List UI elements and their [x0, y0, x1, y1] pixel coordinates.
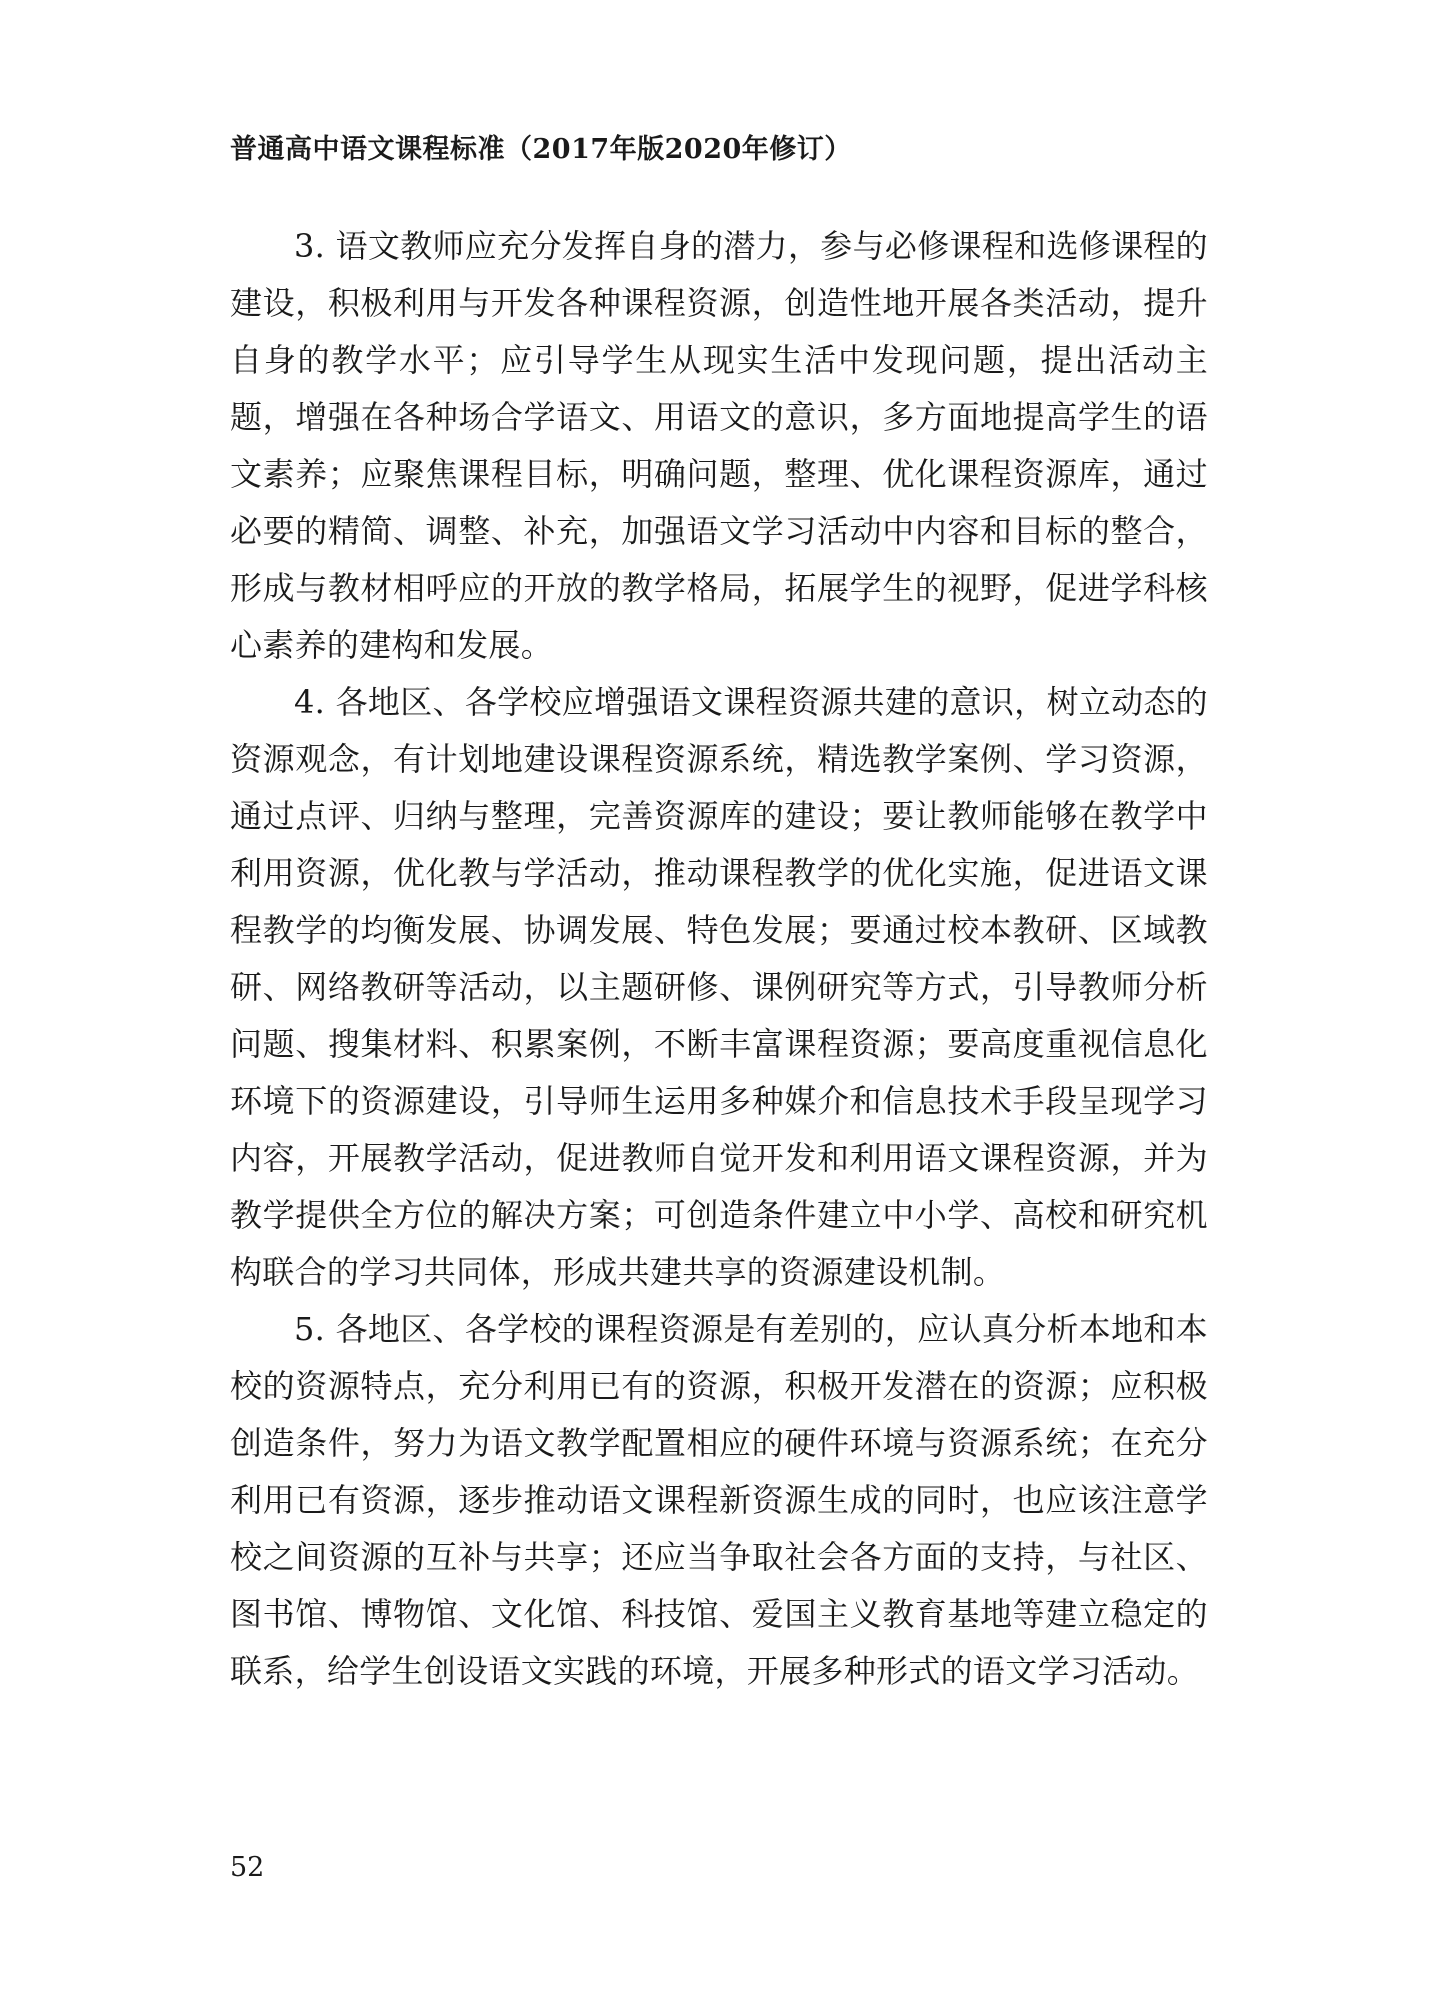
page-number: 52	[230, 1852, 265, 1883]
paragraph-item-3: 3. 语文教师应充分发挥自身的潜力，参与必修课程和选修课程的建设，积极利用与开发各种课程资源，创造性地开展各类活动，提升自身的教学水平；应引导学生从现实生活中发现问题，提出活动主题，增强在各种场合学语文、用语文的意识，多方面地提高学生的语文素养；应聚焦课程目标，明确问题，整理、优化课程资源库，通过必要的精简、调整、补充，加强语文学习活动中内容和目标的整合，形成与教材相呼应的开放的教学格局，拓展学生的视野，促进学科核心素养的建构和发展。	[230, 227, 1208, 664]
running-header-title: 普通高中语文课程标准（2017年版2020年修订）	[230, 134, 852, 165]
paragraph-item-5: 5. 各地区、各学校的课程资源是有差别的，应认真分析本地和本校的资源特点，充分利用已有的资源，积极开发潜在的资源；应积极创造条件，努力为语文教学配置相应的硬件环境与资源系统；在充分利用已有资源，逐步推动语文课程新资源生成的同时，也应该注意学校之间资源的互补与共享；还应当争取社会各方面的支持，与社区、图书馆、博物馆、文化馆、科技馆、爱国主义教育基地等建立稳定的联系，给学生创设语文实践的环境，开展多种形式的语文学习活动。	[230, 1310, 1208, 1690]
paragraph-item-4: 4. 各地区、各学校应增强语文课程资源共建的意识，树立动态的资源观念，有计划地建设课程资源系统，精选教学案例、学习资源，通过点评、归纳与整理，完善资源库的建设；要让教师能够在教学中利用资源，优化教与学活动，推动课程教学的优化实施，促进语文课程教学的均衡发展、协调发展、特色发展；要通过校本教研、区域教研、网络教研等活动，以主题研修、课例研究等方式，引导教师分析问题、搜集材料、积累案例，不断丰富课程资源；要高度重视信息化环境下的资源建设，引导师生运用多种媒介和信息技术手段呈现学习内容，开展教学活动，促进教师自觉开发和利用语文课程资源，并为教学提供全方位的解决方案；可创造条件建立中小学、高校和研究机构联合的学习共同体，形成共建共享的资源建设机制。	[230, 683, 1208, 1291]
body-text	[230, 218, 1208, 1700]
